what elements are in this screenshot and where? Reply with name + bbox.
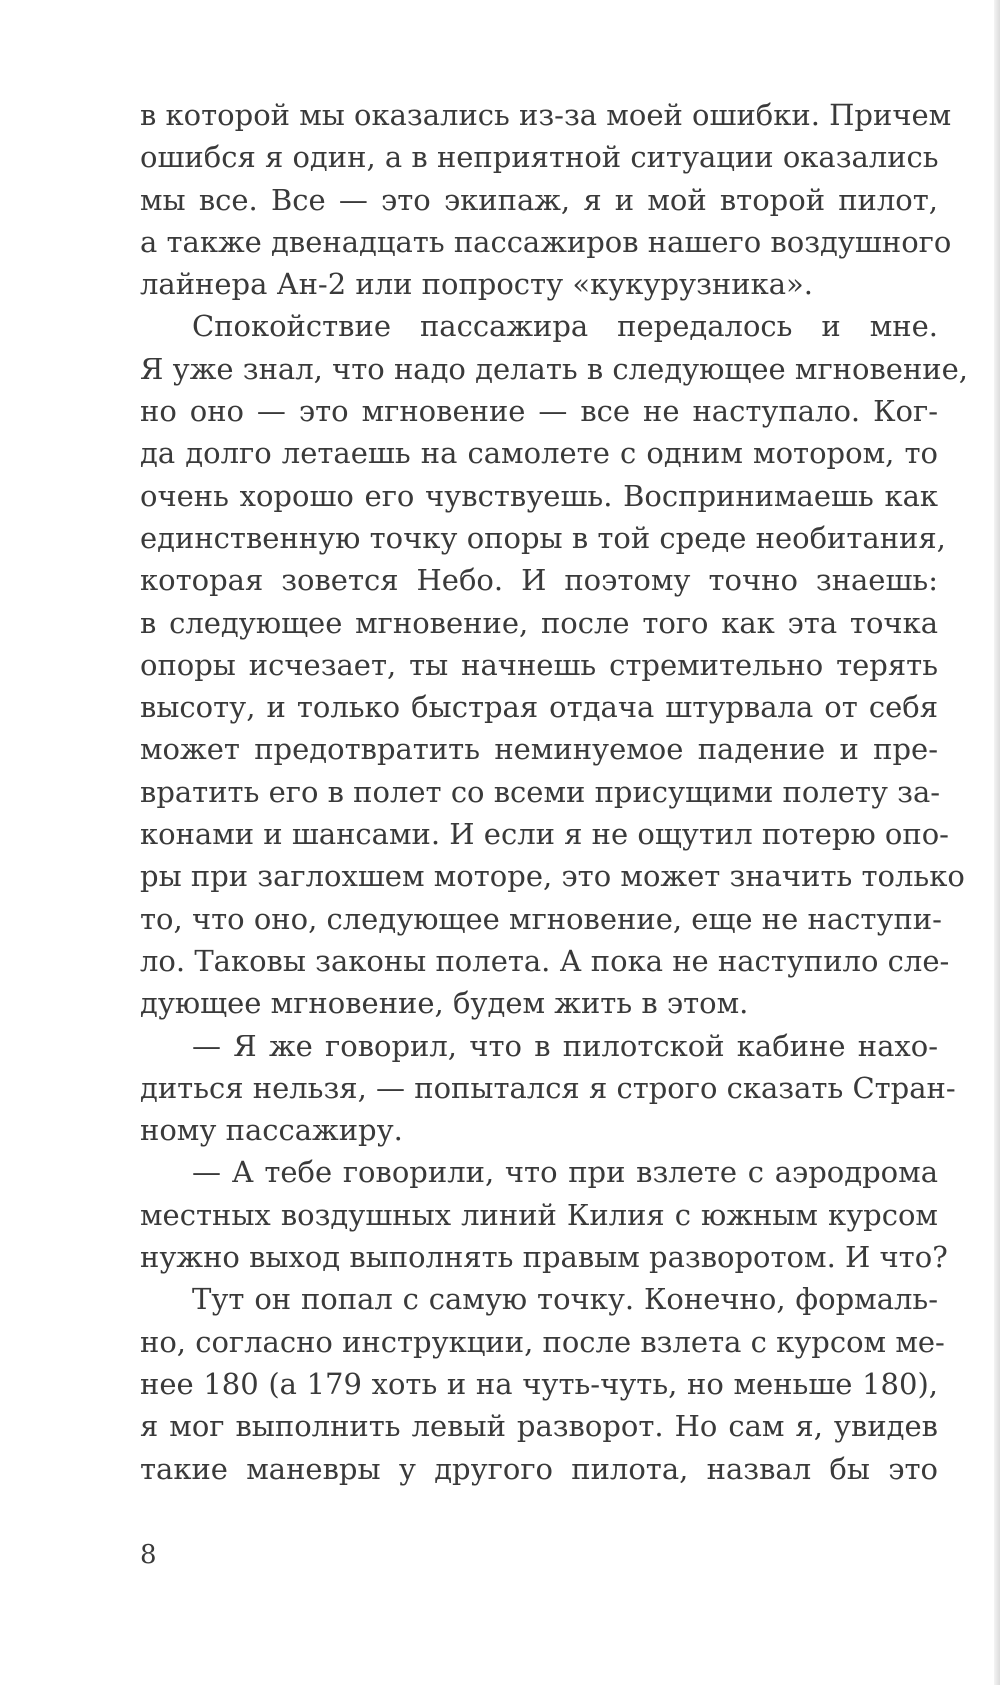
text-line: мы все. Все — это экипаж, я и мой второй пилот, xyxy=(140,182,938,217)
text-line: местных воздушных линий Килия с южным курсом xyxy=(140,1197,938,1232)
text-line: Я уже знал, что надо делать в следующее мгновение, xyxy=(140,351,968,386)
text-line: нее 180 (а 179 хоть и на чуть-чуть, но меньше 180), xyxy=(140,1366,938,1401)
text-line: может предотвратить неминуемое падение и пре- xyxy=(140,732,938,767)
text-line: высоту, и только быстрая отдача штурвала от себя xyxy=(140,690,938,725)
text-line: в следующее мгновение, после того как эта точка xyxy=(140,605,938,640)
text-line: ному пассажиру. xyxy=(140,1113,403,1148)
text-line: то, что оно, следующее мгновение, еще не наступи- xyxy=(140,901,942,936)
text-line: но оно — это мгновение — все не наступало. Ког- xyxy=(140,394,938,429)
page-edge-shadow xyxy=(994,0,1000,1685)
text-line: диться нельзя, — попытался я строго сказать Стран- xyxy=(140,1070,956,1105)
text-line: Тут он попал с самую точку. Конечно, формаль- xyxy=(192,1282,938,1317)
text-line: а также двенадцать пассажиров нашего воздушного xyxy=(140,224,952,259)
text-line: — А тебе говорили, что при взлете с аэродрома xyxy=(192,1155,938,1190)
text-line: ошибся я один, а в неприятной ситуации оказались xyxy=(140,140,939,175)
text-line: но, согласно инструкции, после взлета с курсом ме- xyxy=(140,1324,945,1359)
text-line: которая зовется Небо. И поэтому точно знаешь: xyxy=(140,563,938,598)
text-line: опоры исчезает, ты начнешь стремительно терять xyxy=(140,647,938,682)
text-line: — Я же говорил, что в пилотской кабине нахо- xyxy=(192,1028,938,1063)
body-text xyxy=(140,94,968,1490)
text-line: нужно выход выполнять правым разворотом. И что? xyxy=(140,1240,948,1275)
text-line: в которой мы оказались из-за моей ошибки. Причем xyxy=(140,98,952,132)
text-line: вратить его в полет со всеми присущими полету за- xyxy=(140,774,941,809)
text-line: я мог выполнить левый разворот. Но сам я, увидев xyxy=(140,1409,938,1444)
text-line: единственную точку опоры в той среде необитания, xyxy=(140,520,946,555)
text-line: такие маневры у другого пилота, назвал бы это xyxy=(140,1451,938,1486)
text-line: конами и шансами. И если я не ощутил потерю опо- xyxy=(140,817,949,852)
text-line: ло. Таковы законы полета. А пока не наступило сле- xyxy=(140,943,950,978)
text-line: да долго летаешь на самолете с одним мотором, то xyxy=(140,436,938,471)
text-line: лайнера Ан-2 или попросту «кукурузника». xyxy=(140,267,813,302)
text-line: Спокойствие пассажира передалось и мне. xyxy=(192,309,938,344)
text-line: ры при заглохшем моторе, это может значить только xyxy=(140,859,965,894)
text-line: дующее мгновение, будем жить в этом. xyxy=(140,986,749,1021)
page-number: 8 xyxy=(140,1540,157,1570)
text-line: очень хорошо его чувствуешь. Воспринимаешь как xyxy=(140,478,938,513)
